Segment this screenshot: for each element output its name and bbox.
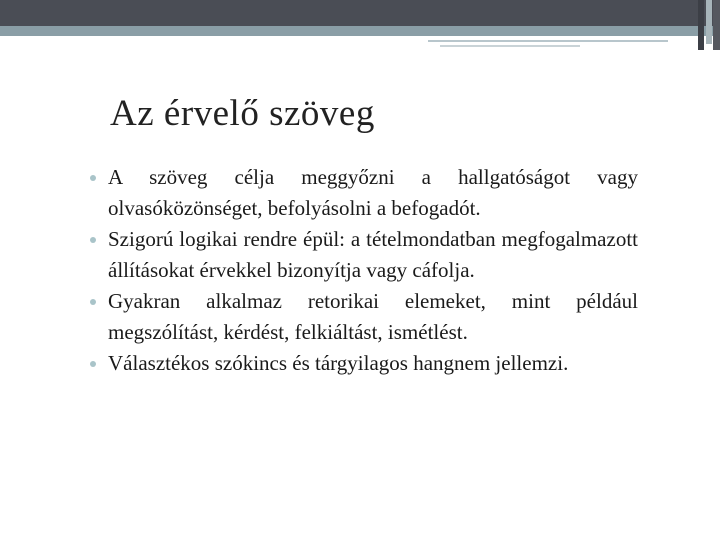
corner-decor-bar bbox=[706, 0, 712, 44]
bullet-dot-icon bbox=[90, 299, 96, 305]
bullet-text: A szöveg célja meggyőzni a hallgatóságot vagy olvasóközönséget, befolyásolni a befogadót. bbox=[108, 165, 638, 220]
corner-decor-bar bbox=[698, 0, 704, 50]
bullet-text: Gyakran alkalmaz retorikai elemeket, mint például megszólítást, kérdést, felkiáltást, ismétlést. bbox=[108, 289, 638, 344]
corner-decor-bar bbox=[713, 0, 720, 50]
slide-title: Az érvelő szöveg bbox=[110, 93, 375, 134]
bullet-text: Szigorú logikai rendre épül: a tételmondatban megfogalmazott állításokat érvekkel bizonyítja vagy cáfolja. bbox=[108, 227, 638, 282]
bullet-list bbox=[108, 162, 638, 379]
decor-line bbox=[440, 45, 580, 47]
decor-line bbox=[428, 40, 668, 42]
bullet-item bbox=[108, 224, 638, 286]
bullet-dot-icon bbox=[90, 237, 96, 243]
bullet-item bbox=[108, 162, 638, 224]
bullet-dot-icon bbox=[90, 361, 96, 367]
bullet-item bbox=[108, 286, 638, 348]
top-decor-band bbox=[0, 0, 720, 26]
bullet-item bbox=[108, 348, 638, 379]
bullet-dot-icon bbox=[90, 175, 96, 181]
top-decor-band-light bbox=[0, 26, 720, 36]
bullet-text: Választékos szókincs és tárgyilagos hangnem jellemzi. bbox=[108, 351, 569, 375]
